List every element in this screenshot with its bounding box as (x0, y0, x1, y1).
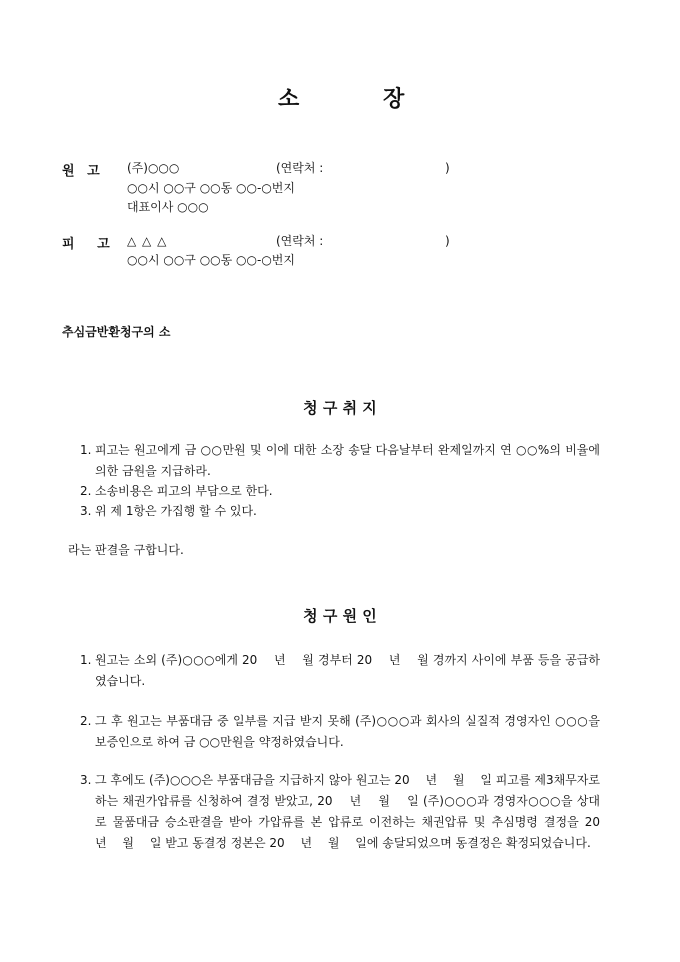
cause-item-2-text: 그 후 원고는 부품대금 중 일부를 지급 받지 못해 (주)○○○과 회사의 실질적 경영자인 ○○○을 보증인으로 하여 금 ○○만원을 약정하였습니다. (95, 714, 600, 749)
cause-item-1 (80, 650, 600, 692)
plaintiff-contact-label: (연락처 : (276, 161, 324, 175)
purpose-item-2 (80, 481, 600, 502)
purpose-item-3-text: 위 제 1항은 가집행 할 수 있다. (95, 504, 257, 518)
plaintiff-representative: 대표이사 ○○○ (127, 200, 209, 214)
defendant-name: △ △ △ (127, 234, 168, 248)
purpose-item-1 (80, 440, 600, 482)
purpose-closing: 라는 판결을 구합니다. (68, 543, 184, 557)
purpose-item-1-number: 1. (80, 443, 92, 457)
purpose-item-2-number: 2. (80, 484, 92, 498)
purpose-item-3-number: 3. (80, 504, 92, 518)
cause-heading: 청 구 원 인 (303, 607, 377, 625)
claim-name: 추심금반환청구의 소 (62, 325, 171, 339)
cause-item-1-number: 1. (80, 653, 92, 667)
defendant-label: 피 고 (62, 237, 110, 252)
defendant-contact-label: (연락처 : (276, 234, 324, 248)
document-title-char-2: 장 (383, 87, 405, 112)
defendant-contact-close: ) (445, 234, 450, 248)
purpose-heading: 청 구 취 지 (303, 399, 377, 417)
document-title-char-1: 소 (278, 87, 300, 112)
cause-item-2 (80, 711, 600, 753)
defendant-address: ○○시 ○○구 ○○동 ○○-○번지 (127, 253, 295, 267)
purpose-item-2-text: 소송비용은 피고의 부담으로 한다. (95, 484, 273, 498)
purpose-item-1-text: 피고는 원고에게 금 ○○만원 및 이에 대한 소장 송달 다음날부터 완제일까지 연 ○○%의 비율에 의한 금원을 지급하라. (95, 443, 600, 478)
cause-item-3 (80, 770, 616, 854)
plaintiff-address: ○○시 ○○구 ○○동 ○○-○번지 (127, 181, 295, 195)
plaintiff-contact-close: ) (445, 161, 450, 175)
cause-item-3-text: 그 후에도 (주)○○○은 부품대금을 지급하지 않아 원고는 20 년 월 일 피고를 제3채무자로 하는 채권가압류를 신청하여 결정 받았고, 20 년 월 일 (주)○○○과 경영자○○○을 상대로 물품대금 승소판결을 받아 가압류를 본 압류로 이전하는 채권압류 및 추심명령 결정을 20 년 월 일 받고 동결정 정본은 20 년 월 일에 송달되었으며 동결정은 확정되었습니다. (95, 773, 616, 850)
purpose-item-3 (80, 501, 600, 522)
plaintiff-label: 원 고 (62, 164, 100, 179)
cause-item-3-number: 3. (80, 773, 92, 787)
cause-item-1-text: 원고는 소외 (주)○○○에게 20 년 월 경부터 20 년 월 경까지 사이에 부품 등을 공급하였습니다. (95, 653, 600, 688)
cause-item-2-number: 2. (80, 714, 92, 728)
plaintiff-name: (주)○○○ (127, 161, 180, 175)
